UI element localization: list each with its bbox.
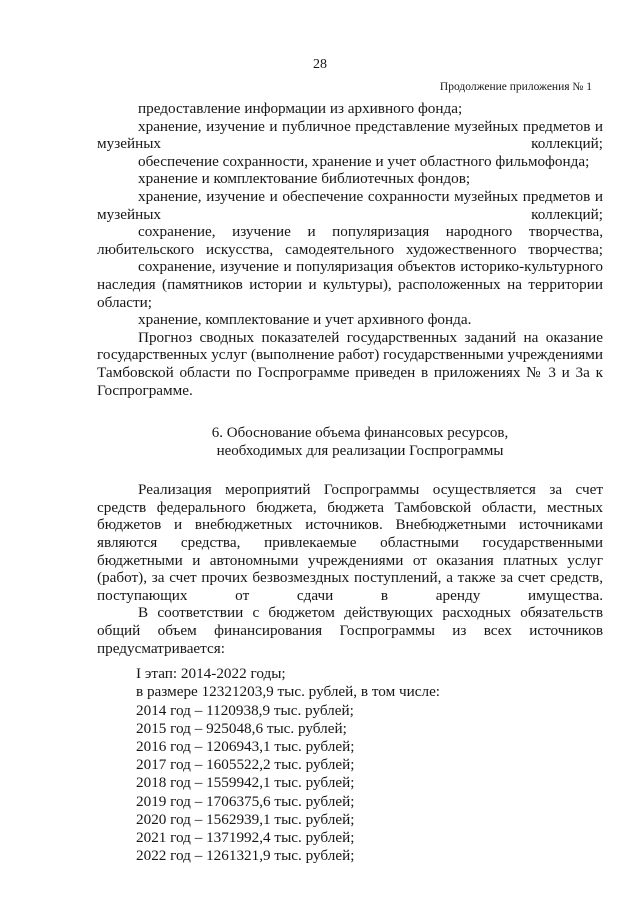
list-item: хранение и комплектование библиотечных фондов; (138, 170, 471, 188)
appendix-continuation-note: Продолжение приложения № 1 (439, 81, 592, 93)
list-item: хранение, изучение и обеспечение сохранности музейных предметов и музейных коллекций; (97, 187, 603, 223)
paragraph-funding-intro: В соответствии с бюджетом действующих расходных обязательств общий объем финансирования Госпрограммы из всех источников предусматривается: (97, 604, 603, 657)
section-heading-line: необходимых для реализации Госпрограммы (216, 442, 504, 459)
funding-year: 2021 год – 1371992,4 тыс. рублей; (136, 829, 355, 847)
list-item: хранение, изучение и публичное представление музейных предметов и музейных коллекций; (97, 117, 603, 153)
funding-year: 2015 год – 925048,6 тыс. рублей; (136, 719, 347, 737)
funding-year: 2022 год – 1261321,9 тыс. рублей; (136, 847, 355, 865)
list-item: обеспечение сохранности, хранение и учет областного фильмофонда; (138, 152, 590, 170)
list-item: сохранение, изучение и популяризация объектов историко-культурного наследия (памятников истории и культуры), расположенных на территории области; (97, 258, 603, 311)
funding-year: 2019 год – 1706375,6 тыс. рублей; (136, 792, 355, 810)
funding-year: 2017 год – 1605522,2 тыс. рублей; (136, 756, 355, 774)
section-heading-line: 6. Обоснование объема финансовых ресурсов, (211, 425, 509, 442)
list-item: хранение, комплектование и учет архивного фонда. (138, 311, 472, 329)
funding-year: 2020 год – 1562939,1 тыс. рублей; (136, 810, 355, 828)
spacer (97, 657, 603, 665)
funding-stage: I этап: 2014-2022 годы; (136, 665, 286, 683)
funding-year: 2018 год – 1559942,1 тыс. рублей; (136, 774, 355, 792)
paragraph-forecast: Прогноз сводных показателей государственных заданий на оказание государственных услуг (выполнение работ) государственными учреждениями Тамбовской области по Госпрограмме приведен в приложениях № 3 и 3а к Госпрограмме. (97, 328, 603, 399)
document-body (97, 100, 603, 865)
paragraph-funding-sources: Реализация мероприятий Госпрограммы осуществляется за счет средств федерального бюджета, бюджета Тамбовской области, местных бюджетов и внебюджетных источников. Внебюджетными источниками являются средства, привлекаемые областными государственными бюджетными и автономными учреждениями от оказания платных услуг (работ), за счет прочих безвозмездных поступлений, а также за счет средств, поступающих от сдачи в аренду имущества. (97, 481, 603, 604)
section-heading (97, 425, 603, 460)
funding-total: в размере 12321203,9 тыс. рублей, в том числе: (136, 683, 441, 701)
list-item: сохранение, изучение и популяризация народного творчества, любительского искусства, самодеятельного художественного творчества; (97, 223, 603, 258)
funding-year: 2016 год – 1206943,1 тыс. рублей; (136, 738, 355, 756)
page-number: 28 (313, 57, 327, 72)
list-item: предоставление информации из архивного фонда; (138, 100, 463, 117)
funding-year: 2014 год – 1120938,9 тыс. рублей; (136, 701, 354, 719)
